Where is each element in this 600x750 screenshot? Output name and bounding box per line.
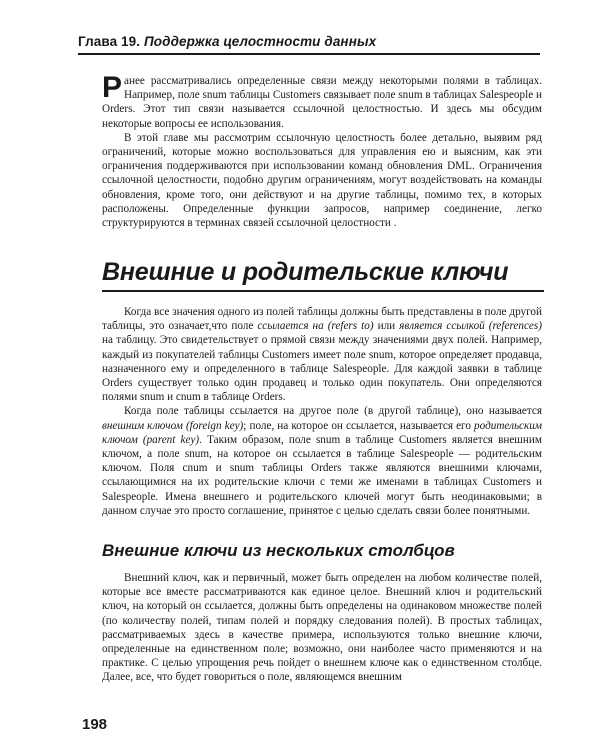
section-rule	[102, 290, 544, 292]
term-references: является ссылкой (references)	[399, 320, 542, 333]
section-paragraph-2: Когда поле таблицы ссылается на другое поле (в другой таблице), оно называется внешним ключом (foreign key); поле, на которое он ссылается, называется его родительским ключом (parent key). Таким образом, поле snum в таблице Customers является внешним ключом, а поле snum, на которое он ссылается в таблице Salespeople — родительским ключом. Поля cnum и snum таблицы Orders также являются внешними ключами, ссылающимися на их родительские ключи с теми же именами в таблицах Customers и Salespeople. Имена внешнего и родительского ключей могут быть неодинаковыми; в данном случае это просто соглашение, принятое с целью сделать связи более понятными.	[102, 405, 542, 517]
subsection-block	[102, 571, 542, 685]
intro-paragraph-1-text: анее рассматривались определенные связи между некоторыми полями в таблицах. Например, поле snum таблицы Customers связывает поле snum в таблицах Salespeople и Orders. Этот тип связи называется ссылочной целостностью. И здесь мы обсудим некоторые вопросы ее использования.	[102, 75, 542, 130]
subsection-paragraph-1: Внешний ключ, как и первичный, может быть определен на любом количестве полей, которые все вместе рассматриваются как единое целое. Внешний ключ и родительский ключ, на который он ссылается, должны быть определены на одинаковом множестве полей (по количеству полей, типам полей и порядку следования полей). В простых таблицах, рассматриваемых здесь в качестве примера, используются только внешние ключи, определенные на единственном поле; возможно, они наиболее часто применяются и на практике. С целью упрощения речь пойдет о внешнем ключе как о единственном столбце. Далее, все, что будет говориться о поле, являющемся внешним	[102, 572, 542, 684]
drop-cap: Р	[102, 71, 123, 104]
term-foreign-key: внешним ключом (foreign key)	[102, 419, 244, 432]
chapter-title: Поддержка целостности данных	[143, 34, 377, 49]
chapter-number: Глава 19.	[78, 34, 141, 49]
term-refers-to: ссылается на (refers to)	[257, 320, 374, 333]
header-rule	[78, 53, 540, 55]
section-paragraph-1: Когда все значения одного из полей таблицы должны быть представлены в поле другой таблицы, это означает,что поле ссылается на (refers to) или является ссылкой (references) на таблицу. Это свидетельствует о прямой связи между значениями двух полей. Например, каждый из покупателей таблицы Customers имеет поле snum, которое определяет продавца, назначенного ему и определенного в таблице Salespeople. Для каждой заявки в таблице Orders существует только один продавец и только один покупатель. Они определяются полями snum и cnum в таблице Orders.	[102, 306, 542, 404]
running-header	[78, 34, 538, 49]
section-block	[102, 305, 542, 518]
section-title: Внешние и родительские ключи	[102, 258, 509, 286]
intro-block	[102, 71, 542, 230]
subsection-title: Внешние ключи из нескольких столбцов	[102, 541, 455, 560]
intro-paragraph-2: В этой главе мы рассмотрим ссылочную целостность более детально, выявим ряд ограничений, которые можно воспользоваться для управления ею и выясним, как эти ограничения поддерживаются при использовании команд обновления DML. Ограничения ссылочной целостности, подобно другим ограничениям, могут воздействовать на команды обновления, кроме того, они действуют и на другие таблицы, помимо тех, в которых расположены. Определенные функции запросов, например соединение, легко структурируются в терминах связей ссылочной целостности .	[102, 131, 542, 230]
term-parent-key: родительским ключом (parent key)	[102, 419, 542, 446]
page-number: 198	[82, 716, 108, 733]
intro-paragraph-1	[102, 71, 542, 131]
